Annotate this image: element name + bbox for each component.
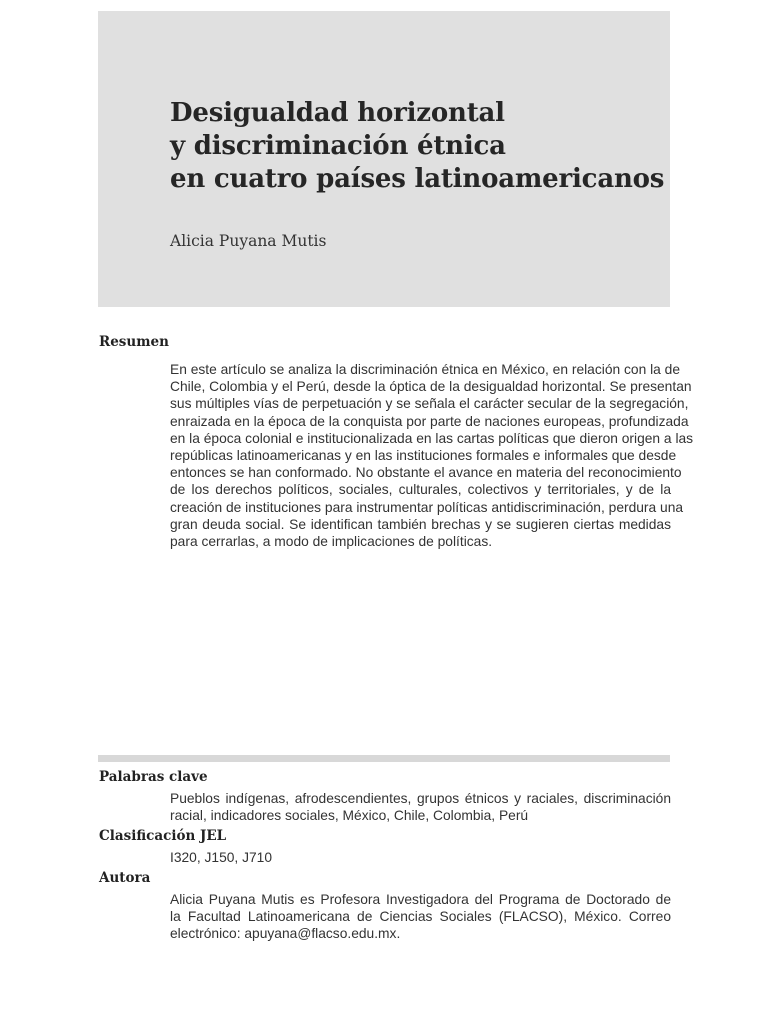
author-info-text <box>170 891 671 943</box>
abstract-line: Chile, Colombia y el Perú, desde la óptica de la desigualdad horizontal. Se presentan <box>170 379 692 395</box>
abstract-label: Resumen <box>99 334 169 350</box>
title-panel <box>98 11 670 307</box>
article-title <box>170 97 665 196</box>
title-line: y discriminación étnica <box>170 131 506 161</box>
abstract-line: de los derechos políticos, sociales, culturales, colectivos y territoriales, y de la <box>170 482 671 498</box>
abstract-line: enraizada en la época de la conquista por parte de naciones europeas, profundizada <box>170 413 689 429</box>
article-author: Alicia Puyana Mutis <box>170 232 327 250</box>
abstract-line: En este artículo se analiza la discriminación étnica en México, en relación con la de <box>170 362 680 377</box>
author-info-label: Autora <box>99 870 151 886</box>
title-line: Desigualdad horizontal <box>170 98 505 128</box>
author-info-line: la Facultad Latinoamericana de Ciencias Sociales (FLACSO), México. Correo <box>170 909 671 925</box>
keywords-line: Pueblos indígenas, afrodescendientes, grupos étnicos y raciales, discriminación <box>170 791 671 806</box>
jel-line: I320, J150, J710 <box>170 850 273 865</box>
abstract-line: entonces se han conformado. No obstante el avance en materia del reconocimiento <box>170 465 682 481</box>
abstract-line: creación de instituciones para instrumentar políticas antidiscriminación, perdura una <box>170 499 684 515</box>
title-line: en cuatro países latinoamericanos <box>170 164 665 194</box>
keywords-text <box>170 790 671 824</box>
abstract-line: para cerrarlas, a modo de implicaciones de políticas. <box>170 534 493 550</box>
keywords-line: racial, indicadores sociales, México, Chile, Colombia, Perú <box>170 808 529 824</box>
keywords-label: Palabras clave <box>99 769 208 785</box>
abstract-line: repúblicas latinoamericanas y en las instituciones formales e informales que desde <box>170 448 677 464</box>
author-info-line: Alicia Puyana Mutis es Profesora Investigadora del Programa de Doctorado de <box>170 892 671 907</box>
abstract-line: gran deuda social. Se identifican también brechas y se sugieren ciertas medidas <box>170 516 671 532</box>
abstract-line: sus múltiples vías de perpetuación y se señala el carácter secular de la segregación, <box>170 396 689 412</box>
abstract-text <box>170 361 694 550</box>
jel-label: Clasificación JEL <box>99 828 227 844</box>
author-info-line: electrónico: apuyana@flacso.edu.mx. <box>170 926 401 942</box>
section-divider <box>98 755 670 762</box>
jel-codes <box>170 849 671 866</box>
abstract-line: en la época colonial e institucionalizada en las cartas políticas que dieron origen a las <box>170 430 694 446</box>
